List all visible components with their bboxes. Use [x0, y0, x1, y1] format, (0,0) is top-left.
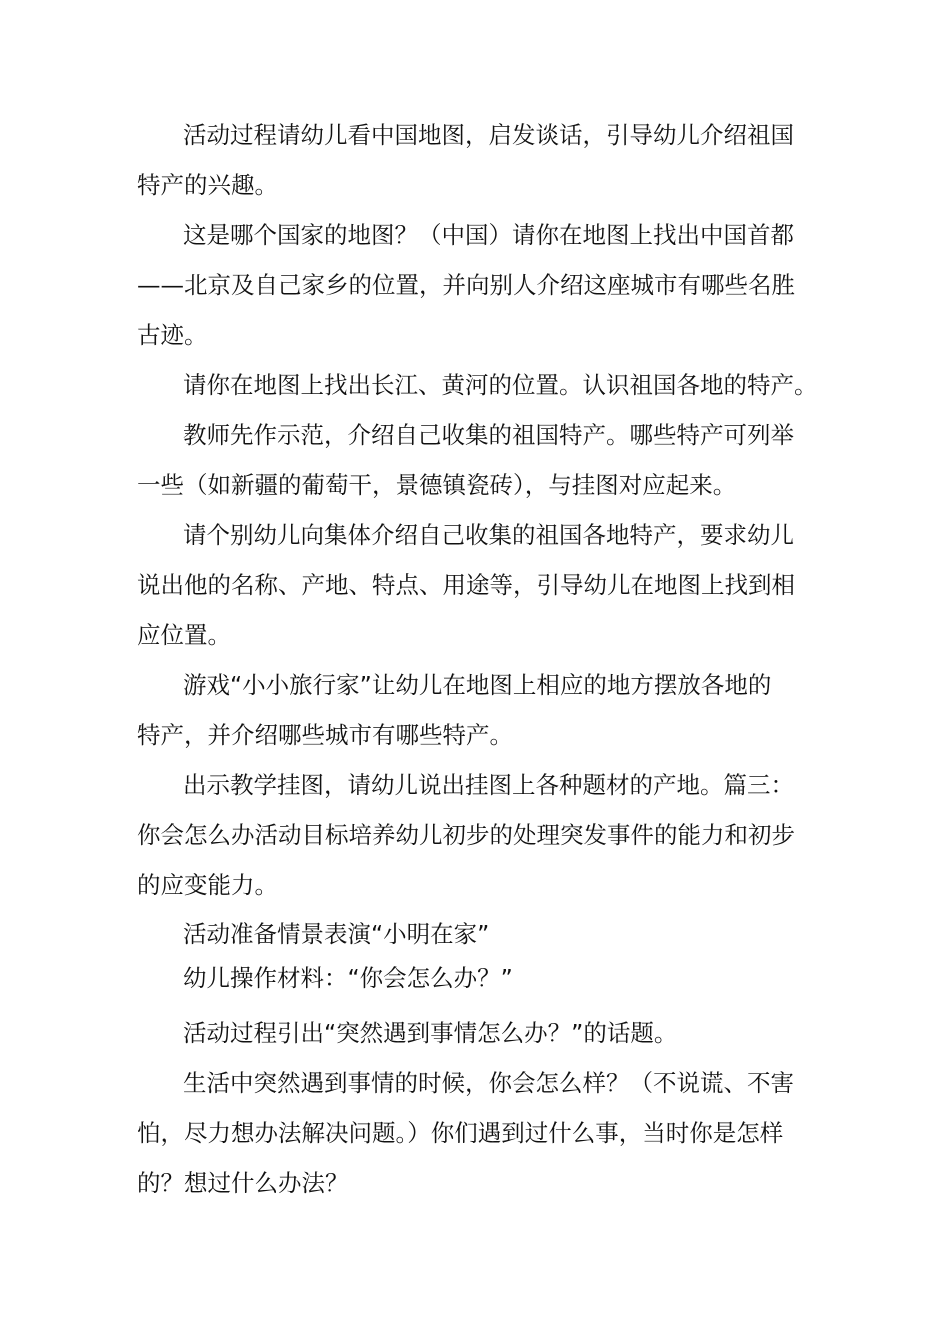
paragraph-preparation [137, 912, 827, 1000]
paragraph-teacher-demo [137, 410, 827, 510]
text-line: 活动过程请幼儿看中国地图，启发谈话，引导幼儿介绍祖国 [183, 121, 794, 149]
paragraph-children-introduce [137, 510, 827, 660]
text-line: 一些（如新疆的葡萄干，景德镇瓷砖），与挂图对应起来。 [137, 471, 737, 499]
text-line: 活动过程引出“突然遇到事情怎么办？”的话题。 [183, 1019, 678, 1047]
text-line: 幼儿操作材料：“你会怎么办？” [183, 964, 513, 992]
paragraph-map-intro [137, 110, 827, 210]
text-line: 活动准备情景表演“小明在家” [183, 920, 490, 948]
paragraph-process [137, 1008, 827, 1058]
paragraph-wall-chart [137, 760, 827, 910]
paragraph-which-country [137, 210, 827, 360]
text-line: 古迹。 [137, 321, 208, 349]
paragraph-rivers [137, 360, 827, 410]
text-line: 游戏“小小旅行家”让幼儿在地图上相应的地方摆放各地的 [183, 671, 772, 699]
text-line: 特产的兴趣。 [137, 171, 278, 199]
text-line: 请你在地图上找出长江、黄河的位置。认识祖国各地的特产。 [183, 371, 818, 399]
text-line: 生活中突然遇到事情的时候，你会怎么样？（不说谎、不害 [183, 1069, 794, 1097]
text-line: ——北京及自己家乡的位置，并向别人介绍这座城市有哪些名胜 [137, 271, 795, 299]
text-line: 应位置。 [137, 621, 231, 649]
text-line: 请个别幼儿向集体介绍自己收集的祖国各地特产，要求幼儿 [183, 521, 794, 549]
text-line: 的应变能力。 [137, 871, 278, 899]
text-line: 教师先作示范，介绍自己收集的祖国特产。哪些特产可列举 [183, 421, 794, 449]
text-line: 怕，尽力想办法解决问题。）你们遇到过什么事，当时你是怎样 [137, 1119, 784, 1147]
text-line: 说出他的名称、产地、特点、用途等，引导幼儿在地图上找到相 [137, 571, 795, 599]
text-line: 你会怎么办活动目标培养幼儿初步的处理突发事件的能力和初步 [137, 821, 795, 849]
text-line: 特产，并介绍哪些城市有哪些特产。 [137, 721, 513, 749]
paragraph-game [137, 660, 827, 760]
text-line: 这是哪个国家的地图？（中国）请你在地图上找出中国首都 [183, 221, 794, 249]
paragraph-daily-life [137, 1058, 827, 1208]
text-line: 出示教学挂图，请幼儿说出挂图上各种题材的产地。篇三： [183, 771, 794, 799]
text-line: 的？想过什么办法？ [137, 1169, 349, 1197]
